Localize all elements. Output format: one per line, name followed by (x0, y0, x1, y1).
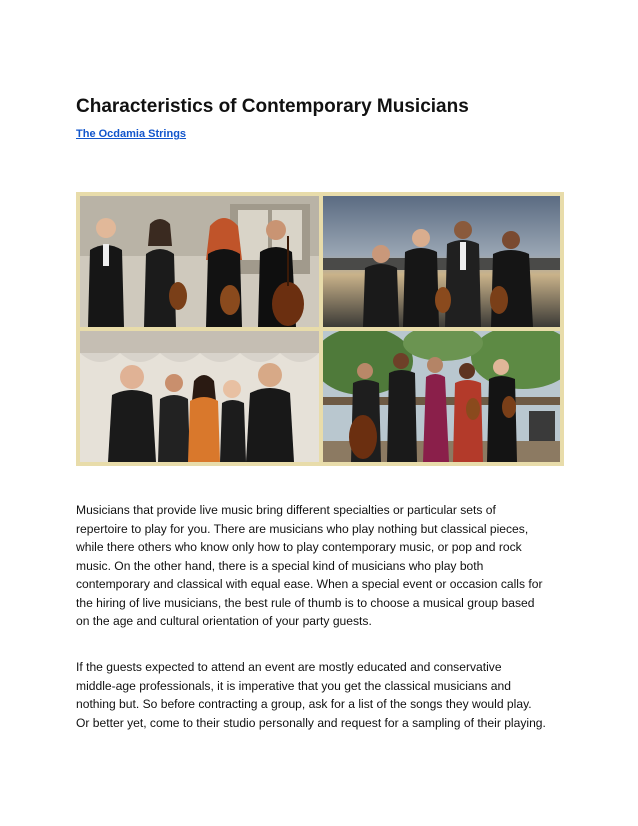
text-line: nothing but. So before contracting a group, ask for a list of the songs they would play. (76, 697, 532, 711)
text-line: repertoire to play for you. There are musicians who play nothing but classical pieces, (76, 521, 529, 536)
ensemble-garden-image (323, 331, 560, 462)
text-line: Or better yet, come to their studio personally and request for a sampling of their playing. (76, 715, 546, 730)
group-indoor-image (80, 331, 319, 462)
ocdamia-strings-link[interactable]: The Ocdamia Strings (76, 128, 187, 140)
quartet-formal-photo (80, 196, 319, 327)
text-line: Musicians that provide live music bring different specialties or particular sets of (76, 503, 496, 517)
ensemble-sunset-photo (323, 196, 560, 327)
ensemble-garden-photo (323, 331, 560, 462)
text-line: If the guests expected to attend an event are mostly educated and conservative (76, 660, 502, 674)
ensemble-sunset-image (323, 196, 560, 327)
paragraph-musician-specialties (76, 501, 576, 631)
text-line: the hiring of live musicians, the best rule of thumb is to choose a musical group based (76, 595, 535, 610)
text-line: while there others who know only how to play contemporary music, or pop and rock (76, 540, 522, 554)
text-line: middle-age professionals, it is imperative that you get the classical musicians and (76, 678, 511, 693)
group-indoor-photo (80, 331, 319, 462)
paragraph-guest-advice (76, 658, 576, 732)
photo-collage (76, 192, 564, 466)
text-line: on the age and cultural orientation of your party guests. (76, 614, 372, 628)
quartet-formal-image (80, 196, 319, 327)
document-title: Characteristics of Contemporary Musicians (76, 96, 469, 117)
text-line: contemporary and classical with equal ease. When a special event or occasion calls for (76, 577, 543, 591)
text-line: music. On the other hand, there is a special kind of musicians who play both (76, 558, 484, 573)
